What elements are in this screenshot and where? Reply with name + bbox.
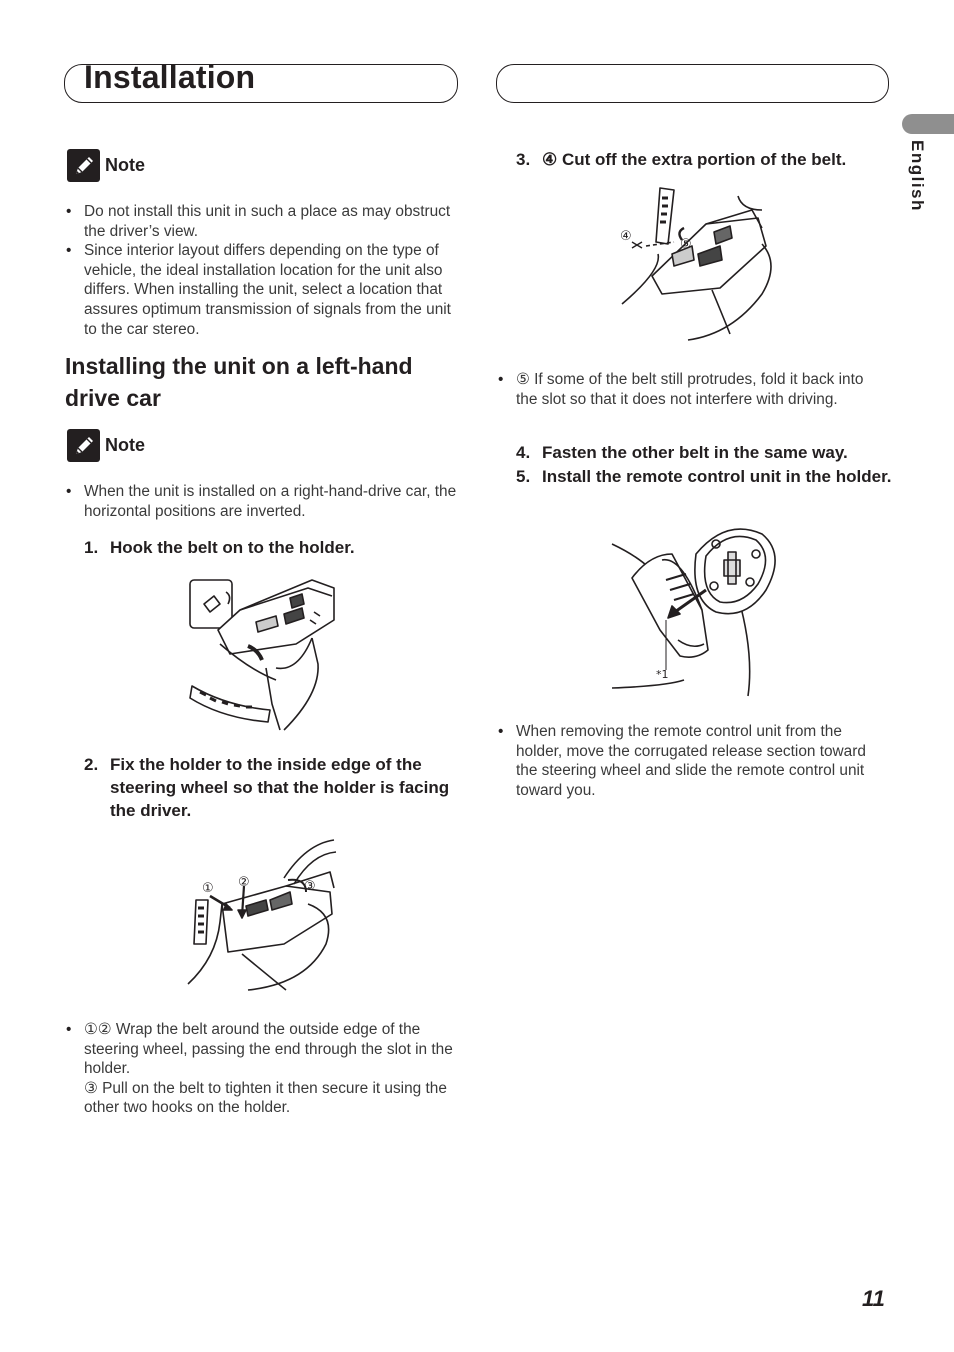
step-number: 4. (516, 443, 531, 462)
illus-label-1: ① (202, 881, 214, 896)
tighten-instruction: ③ Pull on the belt to tighten it then secure it using the other two hooks on the holder. (84, 1079, 447, 1117)
note-list-2 (66, 482, 458, 521)
step-4 (516, 441, 906, 464)
illus-label-asterisk: *1 (656, 668, 669, 681)
wrap-bullet: • ①② Wrap the belt around the outside edge of the steering wheel, passing the end through the slot in the holder. ③ Pull on the belt to tighten it then secure it using the other two hooks on the holder. (66, 1020, 460, 1118)
note-label-1: Note (105, 155, 145, 175)
illustration-fix-holder (186, 834, 346, 994)
illustration-hook-belt (186, 574, 346, 734)
wrap-instruction: ①② Wrap the belt around the outside edge of the steering wheel, passing the end through the slot in the holder. (84, 1021, 453, 1078)
header-right-box (496, 64, 889, 103)
illus-label-3: ③ (304, 879, 316, 894)
language-label: English (908, 140, 927, 212)
list-item: • Since interior layout differs depending on the type of vehicle, the ideal installation location for the unit also differs. When installing the unit, select a location that assures optimum transmission of signals from the unit to the car stereo. (66, 241, 458, 339)
pencil-icon (67, 429, 100, 462)
language-tab (902, 114, 954, 134)
remove-bullet: • When removing the remote control unit from the holder, move the corrugated release section toward the steering wheel and slide the remote control unit toward you. (498, 722, 882, 800)
step-3 (516, 148, 906, 171)
illus-label-5: ⑤ (680, 237, 692, 252)
fold-instruction: ⑤ If some of the belt still protrudes, fold it back into the slot so that it does not interfere with driving. (516, 371, 864, 408)
step-number: 5. (516, 467, 531, 486)
step-text: Fasten the other belt in the same way. (542, 443, 848, 462)
step-5 (516, 465, 896, 488)
step-text: ④ Cut off the extra portion of the belt. (542, 150, 847, 169)
remove-instruction: When removing the remote control unit from the holder, move the corrugated release section toward the steering wheel and slide the remote control unit toward you. (516, 723, 866, 799)
step-text: Install the remote control unit in the holder. (542, 467, 892, 486)
page-number: 11 (862, 1286, 885, 1311)
step-number: 2. (84, 755, 99, 774)
step-text: Fix the holder to the inside edge of the steering wheel so that the holder is facing the driver. (110, 755, 450, 820)
pencil-icon (67, 149, 100, 182)
section-title: Installing the unit on a left-hand drive car (65, 353, 413, 411)
note-heading-2 (67, 429, 145, 462)
step-2 (84, 753, 464, 822)
illustration-cut-belt (612, 184, 782, 344)
illus-label-4: ④ (620, 229, 632, 244)
page-title: Installation (84, 59, 256, 95)
note-label-2: Note (105, 435, 145, 455)
fold-bullet: • ⑤ If some of the belt still protrudes, fold it back into the slot so that it does not interfere with driving. (498, 370, 882, 409)
list-item: • Do not install this unit in such a place as may obstruct the driver’s view. (66, 202, 458, 241)
illus-label-2: ② (238, 875, 250, 890)
step-text: Hook the belt on to the holder. (110, 538, 355, 557)
note-heading-1 (67, 149, 145, 182)
illustration-install-remote (606, 520, 786, 700)
step-number: 3. (516, 150, 531, 169)
note-list-1 (66, 202, 458, 339)
step-1 (84, 536, 464, 559)
step-number: 1. (84, 538, 99, 557)
list-item: • When the unit is installed on a right-hand-drive car, the horizontal positions are inverted. (66, 482, 458, 521)
